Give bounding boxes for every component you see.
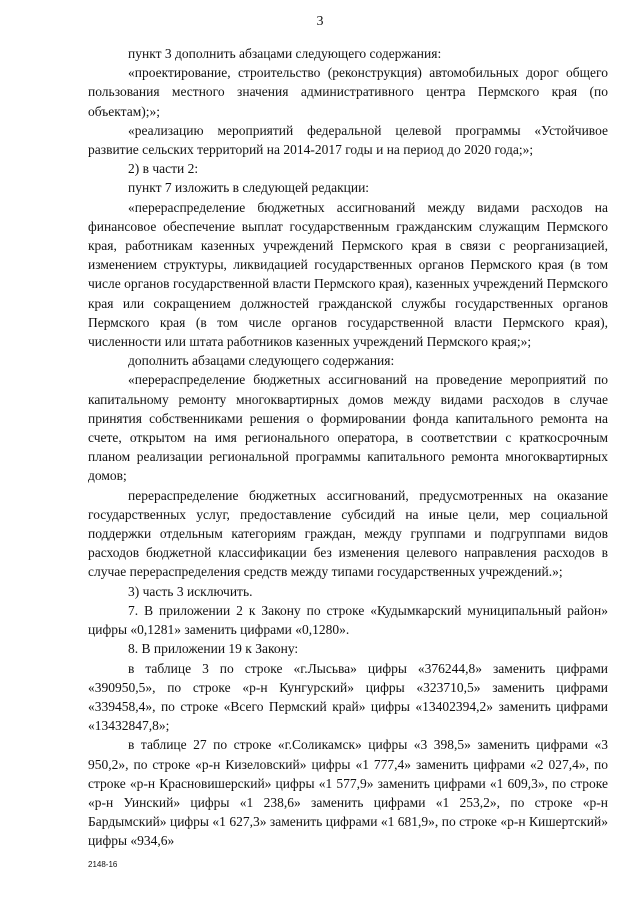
paragraph-12: 8. В приложении 19 к Закону: xyxy=(128,641,299,657)
paragraph-11: 7. В приложении 2 к Закону по строке «Кудымкарский муниципальный район» цифры «0,1281» заменить цифрами «0,1280». xyxy=(88,602,608,638)
paragraph-5: пункт 7 изложить в следующей редакции: xyxy=(128,180,370,196)
paragraph-13: в таблице 3 по строке «г.Лысьва» цифры «376244,8» заменить цифрами «390950,5», по строке «р-н Кунгурский» цифры «323710,5» заменить цифрами «339458,4», по строке «Всего Пермский край» цифры «13402394,2» заменить цифрами «13432847,8»; xyxy=(88,660,608,734)
paragraph-1: пункт 3 дополнить абзацами следующего содержания: xyxy=(128,46,442,61)
paragraph-10: 3) часть 3 исключить. xyxy=(128,583,253,599)
paragraph-2: «проектирование, строительство (реконструкция) автомобильных дорог общего пользования местного значения административного центра Пермского края (по объектам);»; xyxy=(88,65,608,119)
document-code: 2148-16 xyxy=(88,860,118,869)
paragraph-9: перераспределение бюджетных ассигнований, предусмотренных на оказание государственных услуг, предоставление субсидий на иные цели, мер социальной поддержки отдельным категориям граждан, между группами и подгруппами видов расходов бюджетной классификации без изменения целевого направления расходов в случае перераспределения средств между типами государственных учреждений.»; xyxy=(88,487,608,580)
page-number: 3 xyxy=(316,14,324,29)
paragraph-3: «реализацию мероприятий федеральной целевой программы «Устойчивое развитие сельских территорий на 2014-2017 годы и на период до 2020 года;»; xyxy=(88,122,608,158)
paragraph-4: 2) в части 2: xyxy=(128,161,199,177)
paragraph-14: в таблице 27 по строке «г.Соликамск» цифры «3 398,5» заменить цифрами «3 950,2», по строке «р-н Кизеловский» цифры «1 777,4» заменить цифрами «2 027,4», по строке «р-н Красновишерский» цифры «1 577,9» заменить цифрами «1 609,3», по строке «р-н Уинский» цифры «1 238,6» заменить цифрами «1 253,2», по строке «р-н Бардымский» цифры «1 627,3» заменить цифрами «1 681,9», по строке «р-н Кишертский» цифры «934,6» xyxy=(88,737,608,849)
document-body xyxy=(88,44,608,851)
paragraph-6: «перераспределение бюджетных ассигнований между видами расходов на финансовое обеспечение выплат государственным гражданским служащим Пермского края, работникам казенных учреждений Пермского края в связи с реорганизацией, изменением структуры, ликвидацией государственных органов Пермского края (в том числе органов государственной власти Пермского края), казенных учреждений Пермского края или сокращением должностей гражданской службы государственных органов Пермского края (в том числе органов государственной власти Пермского края), численности или штата работников казенных учреждений Пермского края;»; xyxy=(88,199,608,350)
paragraph-7: дополнить абзацами следующего содержания: xyxy=(128,353,395,369)
paragraph-8: «перераспределение бюджетных ассигнований на проведение мероприятий по капитальному ремонту многоквартирных домов между видами расходов в случае принятия собственниками решения о формировании фонда капитального ремонта на счете, открытом на имя регионального оператора, в соответствии с краткосрочным планом реализации региональной программы капитального ремонта многоквартирных домов; xyxy=(88,372,608,484)
